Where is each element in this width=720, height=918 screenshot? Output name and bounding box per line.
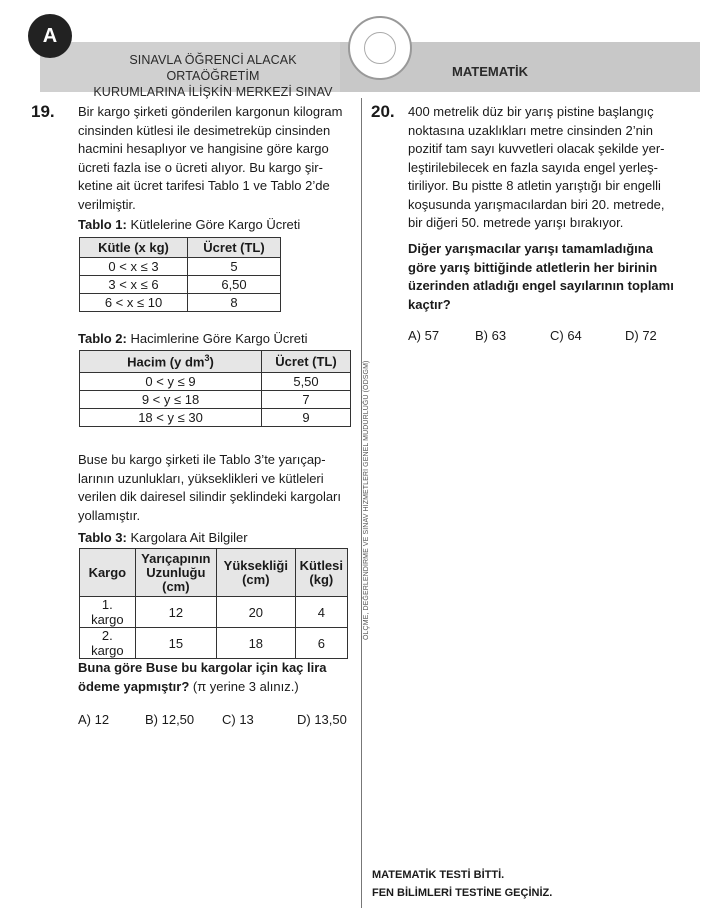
table3-caption: Tablo 3: Kargolara Ait Bilgiler [78,530,248,545]
table-row [80,409,351,427]
q19-middle-line: yollamıştır. [78,507,141,523]
table-row [80,258,281,276]
test-end-notice [372,866,552,902]
question-20-prompt [408,240,708,314]
question-19-intro [78,103,358,214]
sidebar-organization-text: ÖLÇME, DEĞERLENDİRME VE SINAV HİZMETLERİ GENEL MÜDÜRLÜĞÜ (ÖDSGM) [363,360,370,640]
table1-caption: Tablo 1: Kütlelerine Göre Kargo Ücreti [78,217,301,232]
table-cell: 7 [262,391,351,409]
q19-intro-line: hacmini hesaplıyor ve hangisine göre kargo [78,141,329,156]
table1-header-weight: Kütle (x kg) [80,238,188,258]
table3-header-radius: Yarıçapının Uzunluğu (cm) [135,549,216,597]
table-cell: 18 < y ≤ 30 [80,409,262,427]
q19-intro-line: ketine ait ücret tarifesi Tablo 1 ve Tablo 2’de [78,178,330,193]
q20-question-line: göre yarış bittiğinde atletlerin her birinin [408,259,658,275]
q19-middle-line: Buse bu kargo şirketi ile Tablo 3’te yarıçap- [78,452,326,467]
booklet-badge: A [28,14,72,58]
table-row [80,391,351,409]
table1-weight-prices [79,237,281,312]
q20-intro-line: koşusunda yarışmacılardan biri 20. metrede, [408,196,665,212]
q20-intro-line: 400 metrelik düz bir yarış pistine başlangıç [408,104,654,119]
option-d[interactable]: D) 72 [625,328,657,343]
question-19-options [78,712,358,732]
q19-intro-line: cinsinden kütlesi ile desimetreküp cinsinden [78,122,331,138]
column-divider [361,98,362,908]
q20-intro-line: leştirilebilecek en fazla sayıda engel yerleş- [408,159,659,175]
table-cell: 15 [135,628,216,659]
question-19-context [78,451,358,525]
table-cell: 12 [135,597,216,628]
option-a[interactable]: A) 57 [408,328,440,343]
table3-header-height: Yüksekliği (cm) [216,549,295,597]
option-b[interactable]: B) 12,50 [145,712,195,727]
q20-intro-line: tiriliyor. Bu pistte 8 atletin yarıştığı bir engelli [408,178,661,193]
option-a[interactable]: A) 12 [78,712,110,727]
table-cell: 2. kargo [80,628,136,659]
table-cell: 6,50 [188,276,281,294]
footer-line2: FEN BİLİMLERİ TESTİNE GEÇİNİZ. [372,887,553,899]
table3-header-cargo: Kargo [80,549,136,597]
table-row [80,597,348,628]
ministry-seal-icon [348,16,412,80]
question-20-options [408,328,698,348]
table-cell: 0 < y ≤ 9 [80,373,262,391]
q20-question-line: kaçtır? [408,296,451,312]
question-19-prompt [78,659,358,696]
q20-intro-line: pozitif tam sayı kuvvetleri olacak şekilde yer- [408,141,665,156]
q19-middle-line: larının uzunlukları, yükseklikleri ve kütleleri [78,470,324,486]
table-row [80,373,351,391]
q19-intro-line: verilmiştir. [78,196,136,212]
q19-question-line1: Buna göre Buse bu kargolar için kaç lira [78,660,327,675]
page-header [28,14,700,99]
exam-title [88,52,338,100]
table-cell: 9 [262,409,351,427]
question-19-number: 19. [31,102,55,121]
table-cell: 4 [295,597,347,628]
table3-cargo-info [79,548,348,659]
table-cell: 5 [188,258,281,276]
exam-title-line1: SINAVLA ÖĞRENCİ ALACAK ORTAÖĞRETİM [129,53,297,83]
table2-volume-prices [79,350,351,427]
table-row [80,294,281,312]
table-cell: 6 [295,628,347,659]
table-cell: 8 [188,294,281,312]
table1-header-price: Ücret (TL) [188,238,281,258]
table2-header-price: Ücret (TL) [262,351,351,373]
table2-header-volume: Hacim (y $dm^3$) [80,351,262,373]
table-cell: 6 < x ≤ 10 [80,294,188,312]
table-row [80,276,281,294]
q19-question-line2: ödeme yapmıştır? (π yerine 3 alınız.) [78,678,299,694]
q19-intro-line: Bir kargo şirketi gönderilen kargonun kilogram [78,104,343,119]
table-row [80,628,348,659]
table-cell: 9 < y ≤ 18 [80,391,262,409]
question-20-number: 20. [371,102,395,121]
q19-intro-line: ücreti fazla ise o ücreti alıyor. Bu kargo şir- [78,159,323,175]
q20-question-line: üzerinden atladığı engel sayılarının toplamı [408,278,674,293]
question-20-intro [408,103,708,233]
table-cell: 1. kargo [80,597,136,628]
q20-intro-line: bir diğeri 50. metrede yarışı bırakıyor. [408,215,624,230]
subject-title: MATEMATİK [452,64,529,79]
table2-caption: Tablo 2: Hacimlerine Göre Kargo Ücreti [78,331,308,346]
q20-intro-line: noktasına uzaklıkları metre cinsinden 2’nin [408,122,653,138]
q19-middle-line: verilen dik dairesel silindir şeklindeki kargoları [78,489,342,504]
table-cell: 0 < x ≤ 3 [80,258,188,276]
table-cell: 3 < x ≤ 6 [80,276,188,294]
exam-title-line2: KURUMLARINA İLİŞKİN MERKEZİ SINAV [93,85,333,99]
option-d[interactable]: D) 13,50 [297,712,347,727]
table-cell: 18 [216,628,295,659]
option-c[interactable]: C) 13 [222,712,254,727]
q20-question-line: Diğer yarışmacılar yarışı tamamladığına [408,241,653,256]
table-cell: 5,50 [262,373,351,391]
option-c[interactable]: C) 64 [550,328,582,343]
table-cell: 20 [216,597,295,628]
footer-line1: MATEMATİK TESTİ BİTTİ. [372,869,505,881]
table3-header-mass: Kütlesi (kg) [295,549,347,597]
option-b[interactable]: B) 63 [475,328,507,343]
